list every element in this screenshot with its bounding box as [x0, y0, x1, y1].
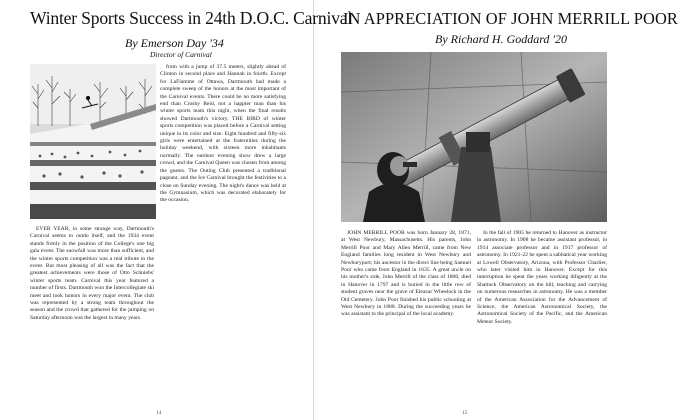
right-article-column-1 — [341, 230, 471, 406]
right-headline: IN APPRECIATION OF JOHN MERRILL POOR — [343, 9, 678, 28]
left-byline: By Emerson Day '34 — [125, 36, 224, 50]
right-byline: By Richard H. Goddard '20 — [435, 32, 567, 46]
right-article-text-1: JOHN MERRILL POOR was born January 28, 1871, at West Newbury, Massachusetts. His parents, John Merrill Poor and Mary Allen Merrill, came from New England families long resident in West Newbury and Newburyport; his ancestor in the direct line being Samuel Poor who came from England in 1635. A great uncle on his mother's side, John Merrill of the class of 1800, died in Hanover in 1797 and is buried in the little row of student graves near the grave of Eleazar Wheelock in the Old Cemetery. John Poor finished his public schooling at West Newbury in 1888. During the succeeding years he was assistant to the principal of the local academy. — [341, 230, 471, 318]
left-article-column-1 — [30, 226, 154, 406]
right-article-text-2: In the fall of 1905 he returned to Hanover as instructor in astronomy. In 1908 he became assistant professor, in 1914 associate professor and in 1917 professor of astronomy. In 1921-22 he spent a sabbatical year working at Lowell Observatory, Arizona, with Professor Charlier, who later visited him in Hanover. Except for this interruption he spent the years working diligently at the Shattuck Observatory on the hill, teaching and carrying on numerous researches in astronomy. He was a member of the American Association for the Advancement of Science, the American Astronomical Society, the Astronomical Society of the Pacific, and the American Meteor Society. — [477, 230, 607, 325]
professor-telescope-photo-illustration — [341, 52, 607, 222]
ski-jump-photo — [30, 64, 156, 219]
left-page-number: 14 — [156, 410, 162, 416]
left-byline-role: Director of Carnival — [150, 50, 212, 59]
left-article-column-2 — [160, 64, 286, 406]
right-page-number: 15 — [462, 410, 468, 416]
left-article-text-2: from with a jump of 37.5 meters, slightly ahead of Clinton in second place and Hannah in fourth. Except for LaFlamme of Ottawa, Dartmouth had made a complete sweep of the honors at the most important of the Carnival events. There could be no more satisfying end than Crosby Reid, not a happier man than his winter sports team this night, when the final results showed Dartmouth's victory. THE BIRD of winter sports competition was placed before a Carnival setting unique in its color and size. Eight hundred and fifty-six girls were entertained at the fraternities during the holiday weekend, with sixteen more inhabitants normally. The outdoor evening show drew a large crowd, and the Carnival Queen was chosen from among the guests. The Outing Club presented a traditional pageant, and the Ice Carnival brought the festivities to a close on Sunday evening. The night's dance was held at the Gymnasium, which was decorated elaborately for the occasion. — [160, 64, 286, 204]
left-headline: Winter Sports Success in 24th D.O.C. Carnival — [30, 8, 353, 28]
ski-jump-photo-illustration — [30, 64, 156, 219]
right-article-column-2 — [477, 230, 607, 406]
right-page — [314, 0, 678, 420]
left-article-text-1: EVER YEAR, in some strange way, Dartmouth's Carnival seems to outdo itself, and the 1934 event stands firmly in the position of the College's one big gala event. The snowfall was more than sufficient, and the winter sports competition was a real tribute to the event. But most pleasing of all was the fact that the greatest achievements were those of Otto Schniebs' winter sports team. Carnival this year featured a number of firsts. Dartmouth won the Intercollegiate ski meet and took honors in every major event. The club was represented by a strong team throughout the season and the crowd that gathered for the jumping on Saturday afternoon was the largest in many years. — [30, 226, 154, 321]
professor-telescope-photo — [341, 52, 607, 222]
